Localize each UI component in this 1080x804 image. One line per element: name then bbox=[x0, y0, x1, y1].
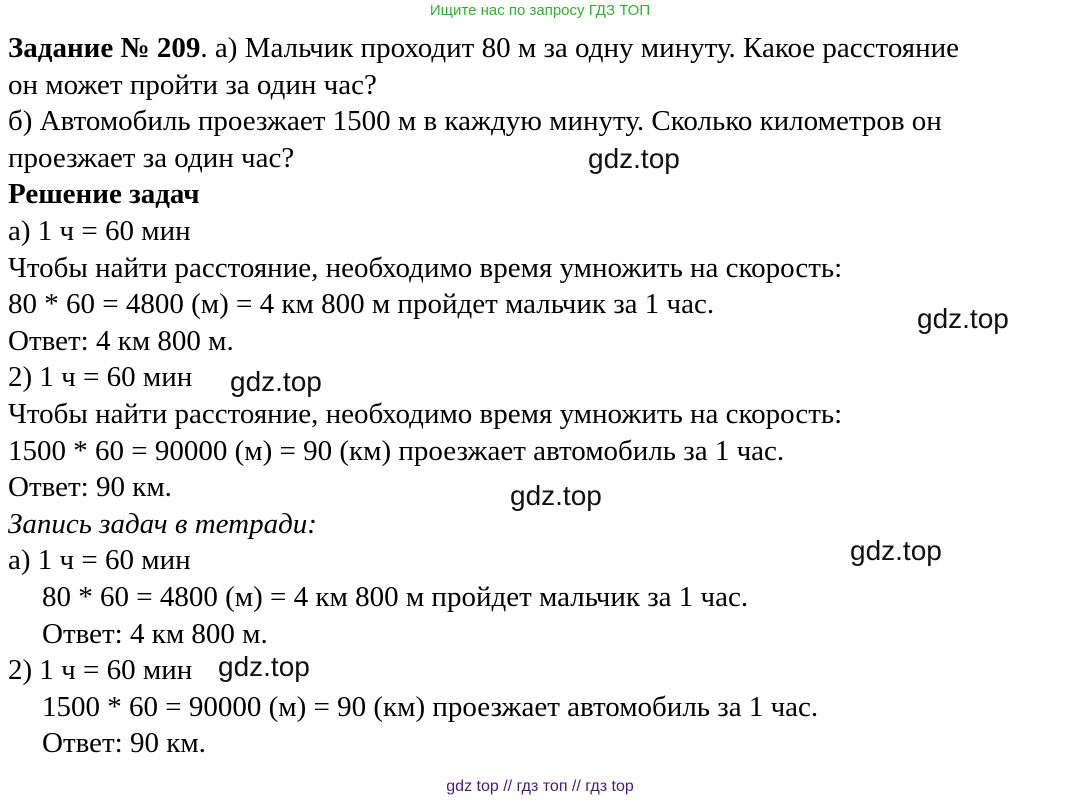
notebook-line: Ответ: 90 км. bbox=[42, 727, 206, 760]
task-title: Задание № 209 bbox=[8, 32, 201, 64]
solution-line: 1500 * 60 = 90000 (м) = 90 (км) проезжает автомобиль за 1 час. bbox=[8, 434, 785, 467]
watermark: gdz.top bbox=[218, 651, 310, 682]
solution-line: Чтобы найти расстояние, необходимо время умножить на скорость: bbox=[8, 251, 843, 284]
watermark: gdz.top bbox=[588, 143, 680, 174]
task-line-1 bbox=[8, 30, 1076, 67]
task-text: . а) Мальчик проходит 80 м за одну минуту. Какое расстояние bbox=[200, 32, 960, 64]
notebook-line: 1500 * 60 = 90000 (м) = 90 (км) проезжает автомобиль за 1 час. bbox=[42, 690, 819, 723]
top-banner: Ищите нас по запросу ГДЗ ТОП bbox=[429, 2, 651, 19]
task-line-4: проезжает за один час? bbox=[8, 141, 295, 174]
notebook-heading: Запись задач в тетради: bbox=[8, 507, 317, 540]
task-line-2: он может пройти за один час? bbox=[8, 68, 377, 101]
document-body bbox=[8, 30, 1076, 762]
watermark: gdz.top bbox=[510, 480, 602, 511]
notebook-line: а) 1 ч = 60 мин bbox=[8, 544, 191, 577]
notebook-line: 80 * 60 = 4800 (м) = 4 км 800 м пройдет мальчик за 1 час. bbox=[42, 580, 749, 613]
solution-line: Ответ: 4 км 800 м. bbox=[8, 324, 234, 357]
footer-links: gdz top // гдз топ // гдз top bbox=[446, 778, 634, 795]
watermark: gdz.top bbox=[917, 303, 1009, 334]
watermark: gdz.top bbox=[230, 366, 322, 397]
notebook-line: Ответ: 4 км 800 м. bbox=[42, 617, 268, 650]
solution-line: 80 * 60 = 4800 (м) = 4 км 800 м пройдет мальчик за 1 час. bbox=[8, 288, 715, 321]
notebook-line: 2) 1 ч = 60 мин bbox=[8, 654, 193, 687]
solution-line: а) 1 ч = 60 мин bbox=[8, 214, 191, 247]
task-line-3: б) Автомобиль проезжает 1500 м в каждую минуту. Сколько километров он bbox=[8, 105, 942, 138]
watermark: gdz.top bbox=[850, 535, 942, 566]
solution-line: 2) 1 ч = 60 мин bbox=[8, 361, 193, 394]
solution-line: Ответ: 90 км. bbox=[8, 471, 172, 504]
solution-heading: Решение задач bbox=[8, 178, 200, 211]
solution-line: Чтобы найти расстояние, необходимо время умножить на скорость: bbox=[8, 397, 843, 430]
